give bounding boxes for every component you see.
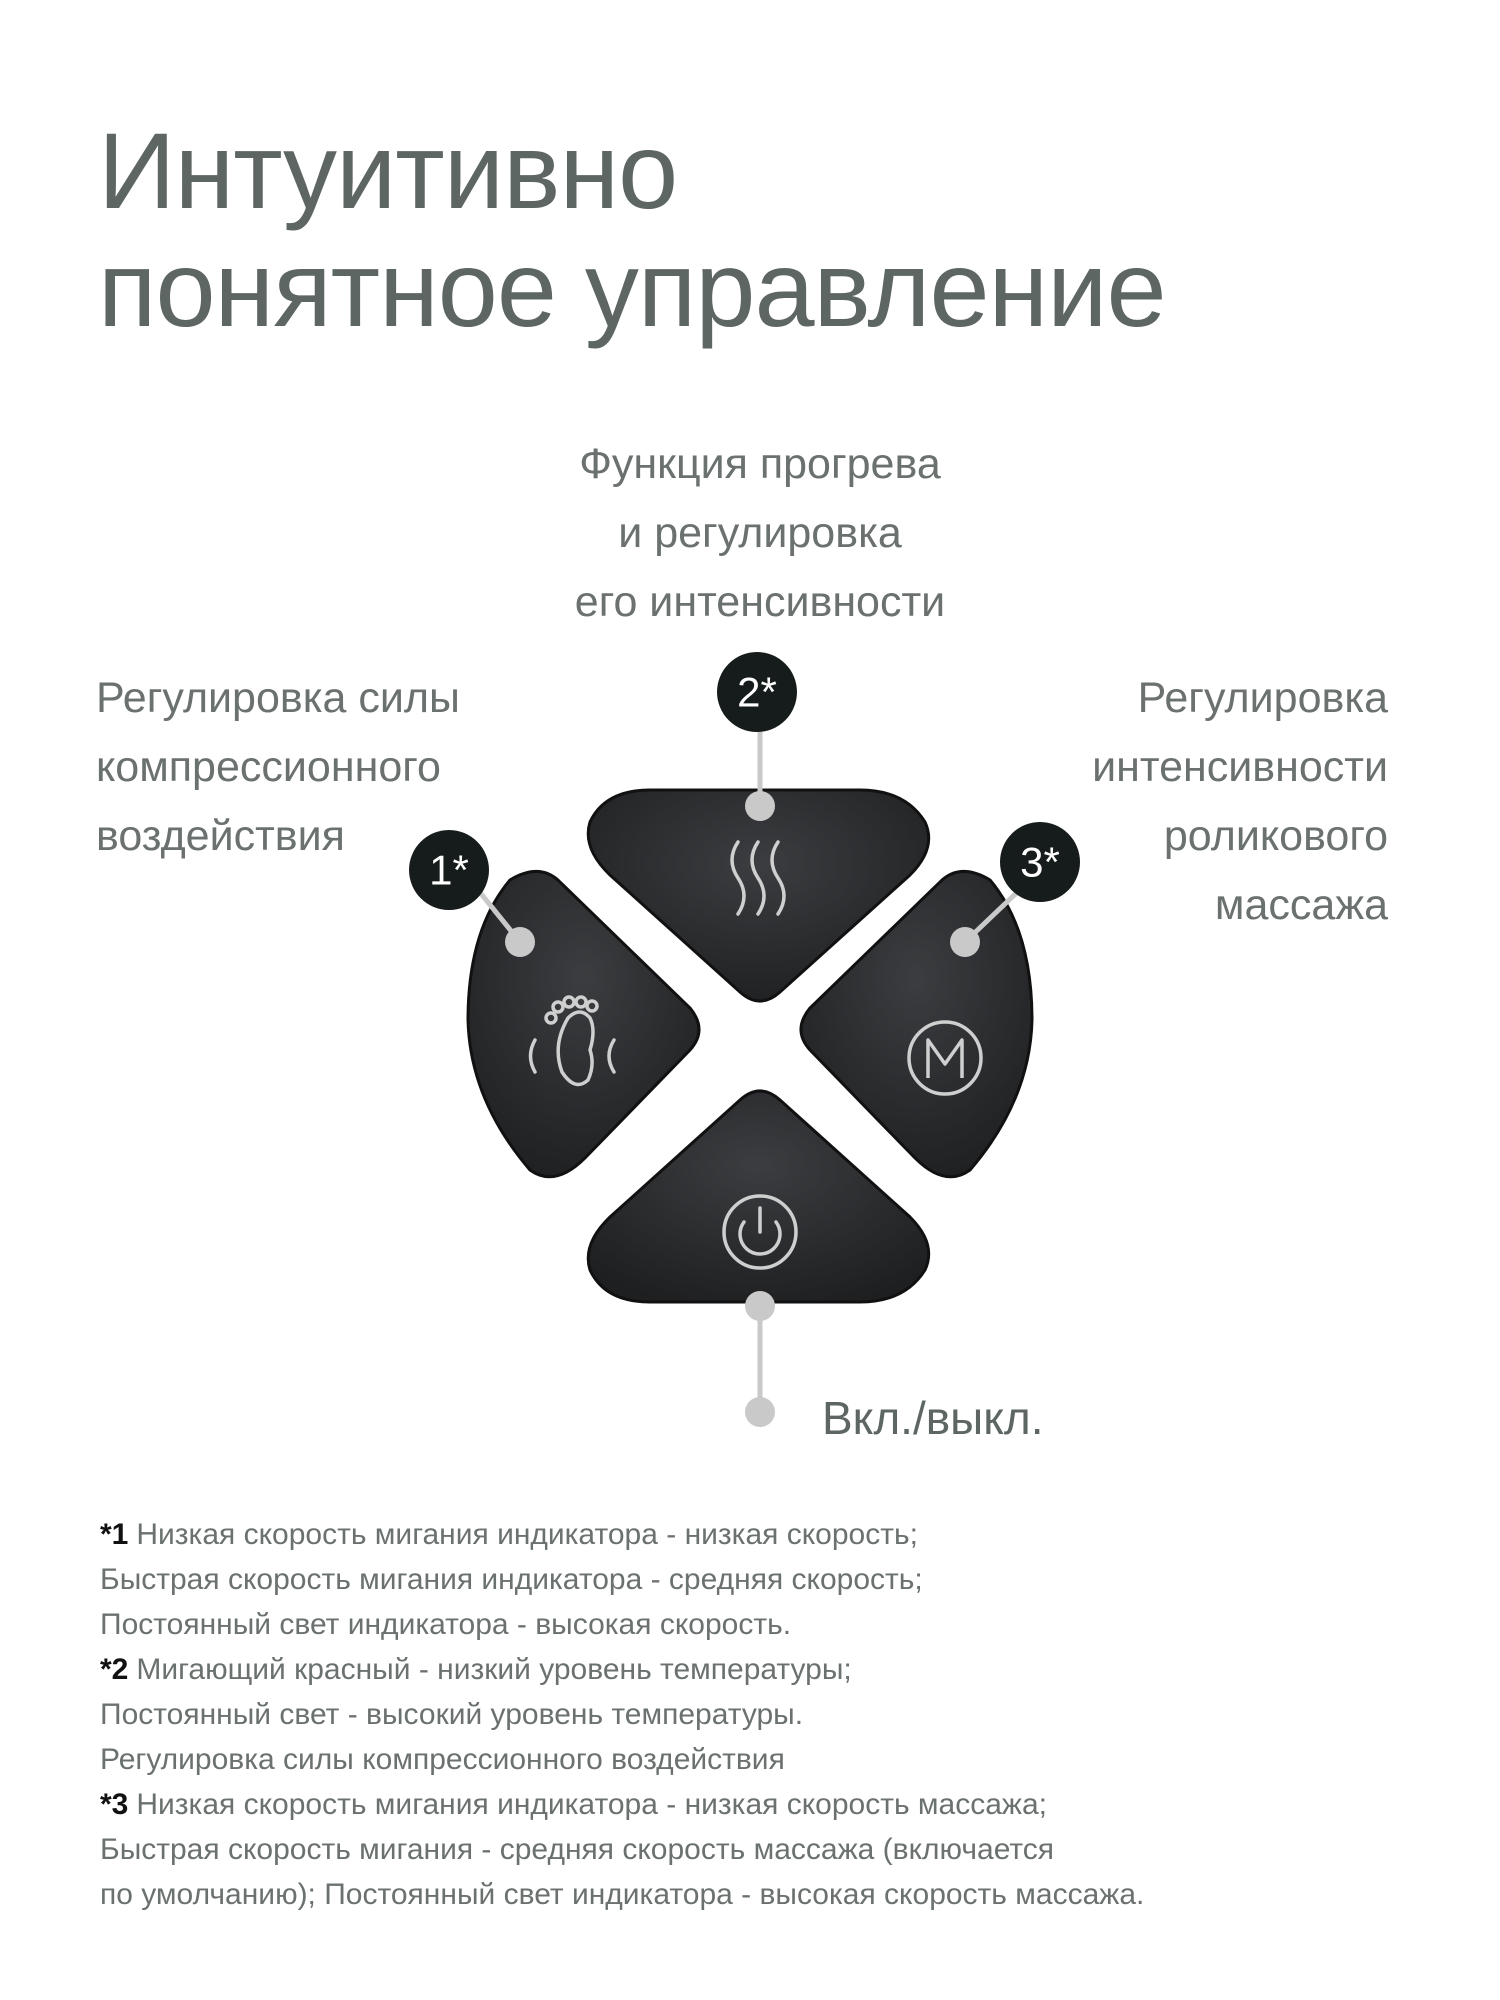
note-2-mark: *2 xyxy=(100,1653,129,1686)
note-3-line-2: Быстрая скорость мигания - средняя скорость массажа (включается xyxy=(100,1833,1055,1866)
note-3-line-1 xyxy=(100,1782,1420,1827)
power-label: Вкл./выкл. xyxy=(822,1392,1044,1444)
footnotes xyxy=(100,1512,1420,1917)
note-1-mark: *1 xyxy=(100,1518,129,1551)
badge-massage-label: 3* xyxy=(1020,838,1060,886)
note-2-line-3: Регулировка силы компрессионного воздействия xyxy=(100,1743,785,1776)
heat-label-line-3: его интенсивности xyxy=(574,578,946,626)
note-3-text: Низкая скорость мигания индикатора - низкая скорость массажа; xyxy=(136,1788,1048,1821)
massage-label-line-3: роликового xyxy=(1163,812,1388,860)
note-3-line-3: по умолчанию); Постоянный свет индикатора - высокая скорость массажа. xyxy=(100,1878,1145,1911)
badge-heat-label: 2* xyxy=(737,668,777,716)
note-1-text: Низкая скорость мигания индикатора - низкая скорость; xyxy=(136,1518,918,1551)
compression-label-line-3: воздействия xyxy=(96,812,345,860)
note-1-line-1 xyxy=(100,1512,1420,1557)
note-2-text: Мигающий красный - низкий уровень температуры; xyxy=(136,1653,852,1686)
massage-label-line-1: Регулировка xyxy=(1137,674,1388,722)
badge-compression-label: 1* xyxy=(429,846,469,894)
note-1-line-2: Быстрая скорость мигания индикатора - средняя скорость; xyxy=(100,1563,923,1596)
heat-label-line-1: Функция прогрева xyxy=(579,440,941,488)
heat-label-line-2: и регулировка xyxy=(618,509,902,557)
note-3-mark: *3 xyxy=(100,1788,129,1821)
massage-label-line-4: массажа xyxy=(1214,881,1388,929)
note-2-line-2: Постоянный свет - высокий уровень температуры. xyxy=(100,1698,804,1731)
power-button[interactable] xyxy=(588,1091,928,1302)
compression-label-line-2: компрессионного xyxy=(96,743,441,791)
power-callout xyxy=(745,1291,775,1427)
compression-label-line-1: Регулировка силы xyxy=(96,674,460,722)
note-2-line-1 xyxy=(100,1647,1420,1692)
page-title-line-1: Интуитивно xyxy=(98,110,678,231)
note-1-line-3: Постоянный свет индикатора - высокая скорость. xyxy=(100,1608,792,1641)
page-title-line-2: понятное управление xyxy=(98,228,1166,349)
massage-label-line-2: интенсивности xyxy=(1092,743,1388,791)
badge-massage xyxy=(1000,822,1080,902)
badge-compression xyxy=(409,830,489,910)
badge-heat xyxy=(717,652,797,732)
